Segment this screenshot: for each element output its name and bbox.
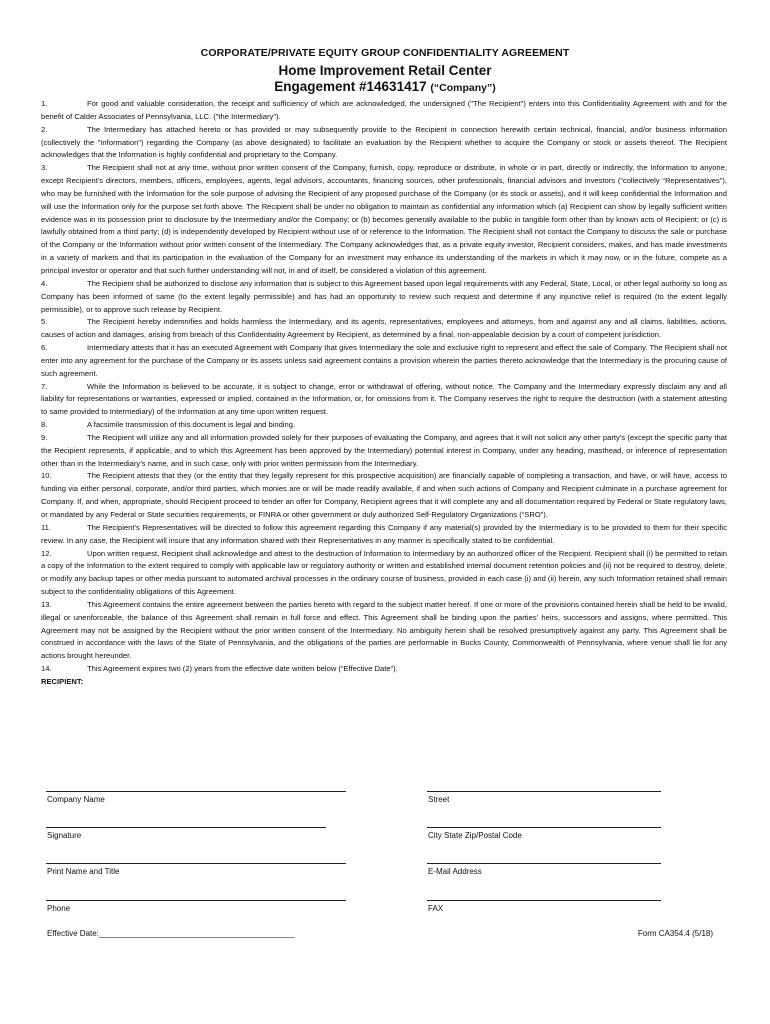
email-label: E-Mail Address bbox=[428, 867, 482, 876]
paragraph-10 bbox=[41, 470, 727, 521]
paragraph-7 bbox=[41, 381, 727, 420]
engagement-number: Engagement #14631417 bbox=[274, 79, 427, 94]
print-name-line[interactable] bbox=[46, 863, 346, 864]
company-name-line[interactable] bbox=[46, 791, 346, 792]
paragraph-13 bbox=[41, 599, 727, 663]
form-id: Form CA354.4 (5/18) bbox=[637, 929, 713, 938]
paragraph-text: While the Information is believed to be accurate, it is subject to change, error or withdrawal of offering, without notice. The Company and the Intermediary expressly disclaim any and all liability for representations or warranties, expressed or implied, contained in the Information, or, for omissions from it. The Company reserves the right to require the destruction (with a statement attesting to same provided to Intermediary) of the Information at any time upon written request. bbox=[41, 381, 727, 417]
paragraph-9 bbox=[41, 432, 727, 471]
paragraph-number: 1. bbox=[41, 99, 48, 108]
paragraph-number: 9. bbox=[41, 432, 48, 442]
paragraph-number: 5. bbox=[41, 317, 48, 327]
company-name-label: Company Name bbox=[47, 795, 105, 804]
paragraph-text: This Agreement contains the entire agreement between the parties hereto with regard to the subject matter hereof. If one or more of the provisions contained herein shall be held to be invalid, illegal or unenforceable, the balance of this Agreement shall remain in full force and effect. This Agreement shall be binding upon the parties' heirs, successors and assigns, where permitted. This Agreement may not be assigned by the Recipient without the prior written consent of the Intermediary. No ambiguity herein shall be resolved presumptively against any party. This Agreement shall be construed in accordance with the laws of the State of Pennsylvania, and the obligations of the parties are performable in Bucks County, Commonwealth of Pennsylvania, where venue shall lie for any actions brought hereunder. bbox=[41, 599, 727, 661]
paragraph-2 bbox=[41, 124, 727, 163]
fax-label: FAX bbox=[428, 904, 444, 913]
phone-label: Phone bbox=[47, 904, 71, 913]
company-subtitle: Home Improvement Retail Center bbox=[278, 63, 492, 78]
signature-label: Signature bbox=[47, 831, 82, 840]
recipient-label: RECIPIENT: bbox=[41, 676, 84, 686]
paragraph-number: 14. bbox=[41, 664, 52, 674]
street-label: Street bbox=[428, 795, 450, 804]
paragraph-6 bbox=[41, 342, 727, 381]
paragraph-text: The Intermediary has attached hereto or has provided or may subsequently provide to the Recipient in connection herewith certain technical, financial, and/or business information (collectively the "Information") regarding the Company (as above designated) to facilitate an evaluation by the Recipient whether to acquire the Company or stock or assets thereof. The Recipient acknowledges that the Information is highly confidential and proprietary to the Company. bbox=[41, 124, 727, 160]
paragraph-1 bbox=[41, 98, 727, 124]
paragraph-number: 12. bbox=[41, 548, 52, 558]
paragraph-text: The Recipient attests that they (or the entity that they legally represent for this prospective acquisition) are financially capable of completing a transaction, and have, or will have, access to funding via either personal, corporate, and/or third parties, which monies are or will be made readily available, if and when such actions of Company and Recipient culminate in a purchase agreement for Company. If, and when, appropriate, should Recipient proceed to tender an offer for Company, Recipient agrees that it will complete any and all documentation required by Federal or State regulatory laws, or mandated by any Federal or State securities requirements, or FINRA or other government or duly authorized Self-Regulatory Organizations (“SRO”). bbox=[41, 471, 727, 519]
paragraph-8 bbox=[41, 419, 727, 432]
paragraph-text: The Recipient’s Representatives will be directed to follow this agreement regarding this Company if any material(s) provided by the Intermediary is to be provided to them for their specific review. In any case, the Recipient will insure that any information shared with their Representatives in any manner is specifically stated to be confidential. bbox=[41, 522, 727, 545]
paragraph-number: 13. bbox=[41, 599, 52, 609]
city-state-zip-line[interactable] bbox=[427, 827, 661, 828]
paragraph-5 bbox=[41, 316, 727, 342]
agreement-title: CORPORATE/PRIVATE EQUITY GROUP CONFIDENTIALITY AGREEMENT bbox=[200, 47, 570, 59]
paragraph-12 bbox=[41, 548, 727, 599]
paragraph-11 bbox=[41, 522, 727, 548]
signature-line[interactable] bbox=[46, 827, 326, 828]
engagement-line bbox=[0, 79, 770, 94]
paragraph-14 bbox=[41, 663, 727, 676]
paragraph-number: 10. bbox=[41, 471, 52, 481]
paragraph-number: 7. bbox=[41, 381, 48, 391]
paragraph-number: 2. bbox=[41, 124, 48, 134]
paragraph-text: The Recipient hereby indemnifies and holds harmless the Intermediary, and its agents, representatives, employees and attorneys, from and against any and all claims, liabilities, actions, causes of action and damages, arising from breach of this Confidentiality Agreement by Recipient, as determined by a final, non-appealable decision by a court of competent jurisdiction. bbox=[41, 317, 727, 340]
phone-line[interactable] bbox=[46, 900, 346, 901]
paragraph-text: This Agreement expires two (2) years from the effective date written below (“Effective Date”). bbox=[87, 664, 398, 674]
paragraph-4 bbox=[41, 278, 727, 317]
effective-date-field[interactable]: Effective Date:____________________________________________ bbox=[47, 929, 295, 938]
paragraph-text: Intermediary attests that it has an executed Agreement with Company that gives Intermediary the sole and exclusive right to represent and effect the sale of Company. The Recipient shall not enter into any agreement for the purchase of the Company or its assets unless said agreement contains a provision wherein the parties thereto acknowledge that the Intermediary is the procuring cause of such agreement. bbox=[41, 343, 727, 378]
paragraph-text: Upon written request, Recipient shall acknowledge and attest to the destruction of Information to Intermediary by an authorized officer of the Recipient. Recipient shall (i) be permitted to retain a copy of the Information to the extent required to comply with applicable law or regulatory authority or written and established internal document retention policies and (ii) not be required to destroy, delete, or modify any backup tapes or other media pursuant to automated archival processes in the ordinary course of business, provided in each case (i) and (ii) herein, any such Information retained shall remain subject to the confidentiality obligations of this Agreement. bbox=[41, 548, 727, 597]
paragraph-number: 4. bbox=[41, 278, 48, 288]
print-name-label: Print Name and Title bbox=[47, 867, 120, 876]
paragraph-text: A facsimile transmission of this document is legal and binding. bbox=[87, 420, 296, 430]
city-state-zip-label: City State Zip/Postal Code bbox=[428, 831, 522, 840]
paragraph-text: For good and valuable consideration, the receipt and sufficiency of which are acknowledged, the undersigned ("The Recipient") enters into this Confidentiality Agreement with and for the benefit of Calder Associates of Pennsylvania, LLC. ("the Intermediary"). bbox=[41, 99, 727, 121]
company-tag: (“Company”) bbox=[430, 82, 496, 94]
paragraph-text: The Recipient shall be authorized to disclose any information that is subject to this Agreement based upon legal requirements with any Federal, State, Local, or other legal authority so long as Company has been informed of same (to the extent legally permissible) and has had an opportunity to review such request and determine if any injunctive relief is required (to the extent legally permissible), or to approve such release by Recipient. bbox=[41, 278, 727, 314]
paragraph-number: 8. bbox=[41, 420, 48, 430]
paragraph-number: 11. bbox=[41, 522, 51, 532]
paragraph-text: The Recipient will utilize any and all information provided solely for their purposes of evaluating the Company, and agrees that it will not solicit any other party’s (except the specific party that the Recipient represents, if applicable, and to which this Agreement has been approved by the Intermediary) potential interest in Company, under any heading, masthead, or inference of representation other than in the Intermediary’s name, and in such case, only with prior written permission from the Intermediary. bbox=[41, 432, 727, 468]
paragraph-text: The Recipient shall not at any time, without prior written consent of the Company, furnish, copy, reproduce or distribute, in whole or in part, directly or indirectly, the Information to anyone, except Recipient's directors, members, officers, employees, agents, legal advisors, accountants, financing sources, other professionals, financial advisors and investors (“collectively “Representatives”), who may be furnished with the Information for the sole purpose of advising the Recipient of any proposed purchase of the Company (or its stock or assets), and it will keep confidential the Information and will use the Information only for the purpose set forth above. The Recipient shall be under no obligation to maintain as confidential any information which (a) Recipient can show by legally sufficient written evidence was in its possession prior to disclosure by the Intermediary and/or the Company; or (b) becomes generally available to the public in tangible form other than by known acts of Recipient; or (c) is lawfully obtained from a third party; (d) is independently developed by Recipient without use of or reference to the Information. The Recipient shall not contact the Company to discuss the sale or purchase of the Company or the Information without prior written consent of the Intermediary. The Company acknowledges that, as a private equity investor, Recipient considers, makes, and has made investments in a variety of markets and that its participation in the evaluation of the Company for an investment may enhance its understanding of the markets in which it may now, or in the future, compete as a principal investor or operator and that such further understanding will not, in and of itself, be considered a violation of this agreement. bbox=[41, 163, 727, 275]
agreement-body bbox=[41, 98, 727, 689]
fax-line[interactable] bbox=[427, 900, 661, 901]
street-line[interactable] bbox=[427, 791, 661, 792]
paragraph-number: 6. bbox=[41, 343, 48, 353]
email-line[interactable] bbox=[427, 863, 661, 864]
paragraph-3 bbox=[41, 162, 727, 278]
paragraph-number: 3. bbox=[41, 163, 48, 173]
